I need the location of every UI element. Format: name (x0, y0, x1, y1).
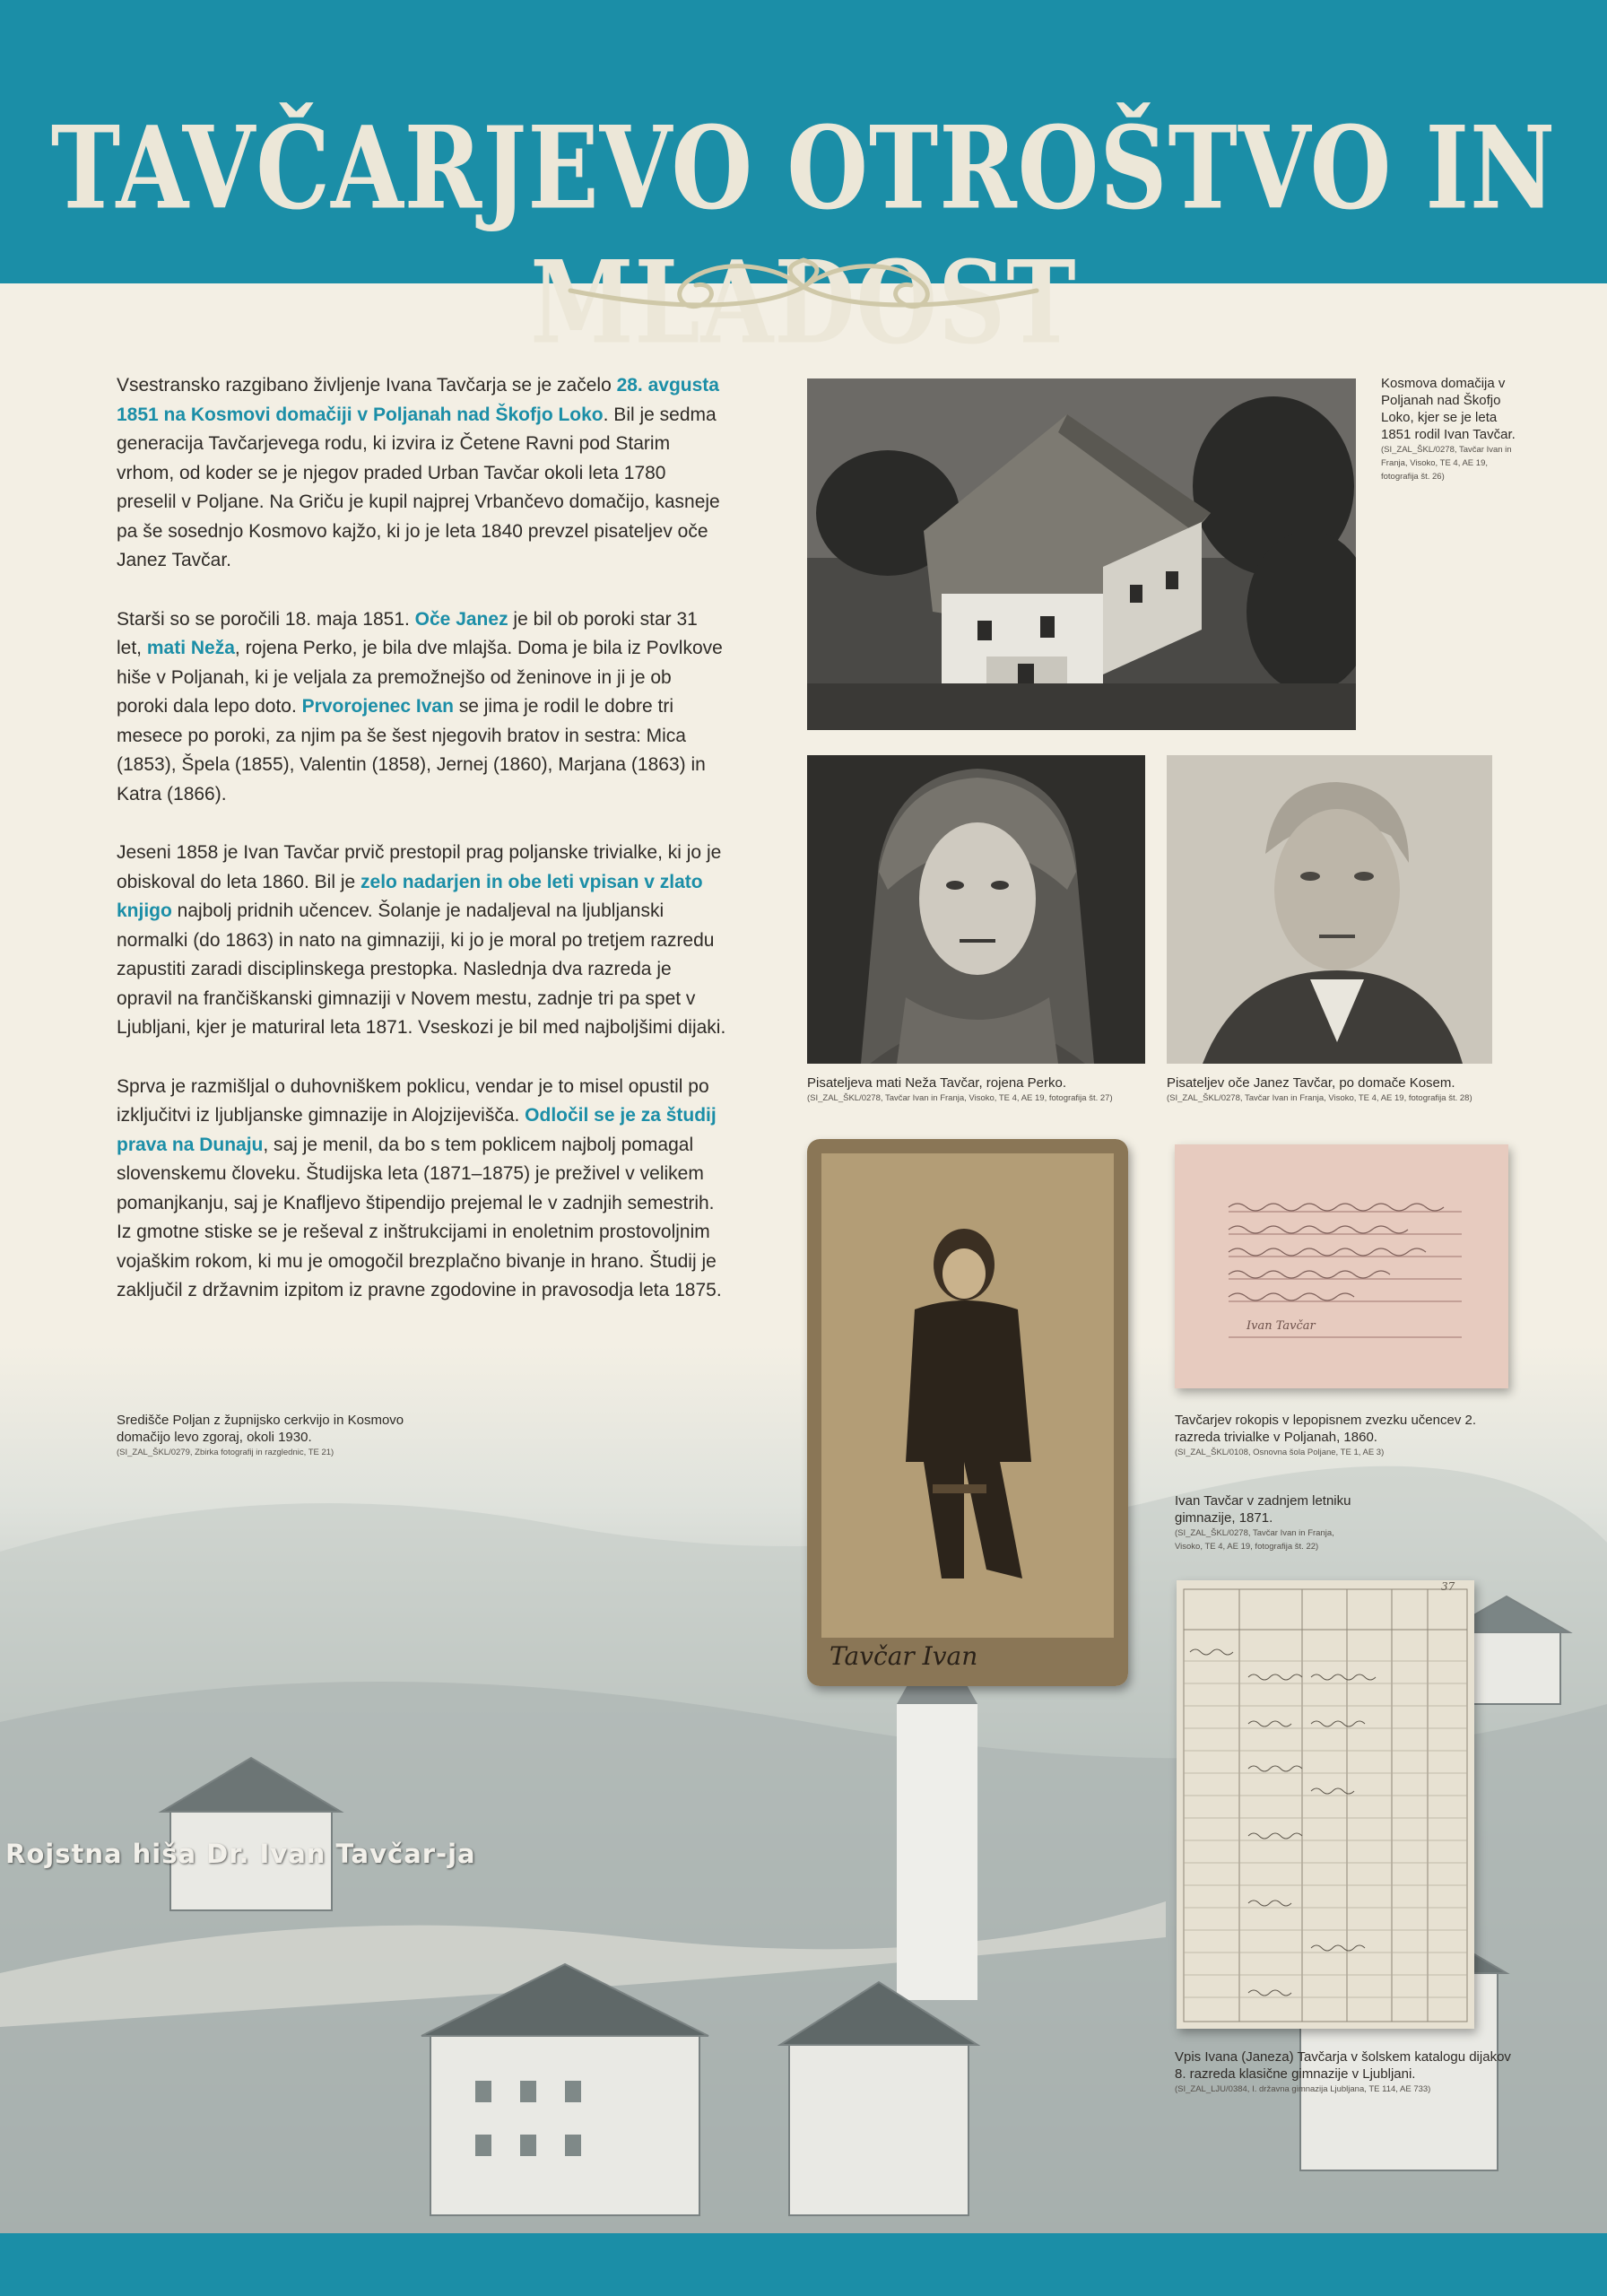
paragraph-schooling: Jeseni 1858 je Ivan Tavčar prvič prestopil prag poljanske trivialke, ki jo je obiskoval do leta 1860. Bil je zelo nadarjen in obe leti vpisan v zlato knjigo najbolj pridnih učencev. Šolanje je nadaljeval na ljubljanski normalki (do 1863) in nato na gimnaziji, ki jo je moral po tretjem razredu zapustiti zaradi disciplinskega prestopka. Naslednja dva razreda je opravil na frančiškanski gimnaziji v Novem mestu, zadnje tri pa spet v Ljubljani, kjer je maturiral leta 1871. Vseskozi je bil med najboljšimi dijaki. (117, 842, 726, 1038)
school-catalogue-photo (1177, 1580, 1474, 2029)
paragraph-birth: Vsestransko razgibano življenje Ivana Tavčarja se je začelo 28. avgusta 1851 na Kosmovi domačiji v Poljanah nad Škofjo Loko. Bil je sedma generacija Tavčarjevega rodu, ki izvira iz Četene Ravni pod Starim vrhom, od koder se je njegov praded Urban Tavčar okoli leta 1780 preselil v Poljane. Na Griču je kupil najprej Vrbančevo domačijo, kasneje pa še sosednjo Kosmovo kajžo, ki jo je leta 1840 prevzel pisateljev oče Janez Tavčar. (117, 375, 720, 570)
highlight-father: Oče Janez (414, 608, 508, 630)
highlight-firstborn: Prvorojenec Ivan (301, 696, 454, 717)
footer-band (0, 2233, 1607, 2296)
highlight-mother: mati Neža (146, 638, 235, 658)
village-photo-label: Rojstna hiša Dr. Ivan Tavčar-ja (5, 1839, 476, 1869)
paragraph-studies: Sprva je razmišljal o duhovniškem poklicu, vendar je to misel opustil po izključitvi iz ljubljanske gimnazije in Alojzijevišča. Odločil se je za študij prava na Dunaju, saj je menil, da bo s tem poklicem najbolj pomagal slovenskemu človeku. Študijska leta (1871–1875) je preživel v velikem pomanjkanju, saj je Knafljevo štipendijo prejemal le v zadnjih semestrih. Iz gmotne stiske se je reševal z inštrukcijami in enoletnim prostovoljnim vojaškim rokom, ki mu je omogočil brezplačno bivanje in hrano. Študij je zaključil z državnim izpitom iz pravne zgodovine in pravosodja leta 1875. (117, 1075, 722, 1300)
mother-portrait-photo (807, 755, 1145, 1064)
caption-village: Središče Poljan z župnijsko cerkvijo in Kosmovo domačijo levo zgoraj, okoli 1930. (SI_ZAL_ŠKL/0279, Zbirka fotografij in razglednic, TE 21) (117, 1413, 404, 1457)
highlight-vienna-law: Odločil se je za študij prava na Dunaju (117, 1105, 717, 1155)
highlight-birth-date: 28. avgusta 1851 na Kosmovi domačiji v Poljanah nad Škofjo Loko (117, 375, 719, 425)
page-title: TAVČARJEVO OTROŠTVO IN MLADOST (50, 100, 1557, 370)
student-photo-signature: Tavčar Ivan (830, 1641, 978, 1671)
ornament-flourish-icon (534, 255, 1073, 319)
manuscript-signature: Ivan Tavčar (1247, 1319, 1316, 1333)
caption-house: Kosmova domačija v Poljanah nad Škofjo Loko, kjer se je leta 1851 rodil Ivan Tavčar. (SI_ZAL_ŠKL/0278, Tavčar Ivan in Franja, Visoko, TE 4, AE 19, fotografija št. 26) (1381, 376, 1516, 482)
kosmova-house-photo (807, 378, 1356, 730)
caption-manuscript: Tavčarjev rokopis v lepopisnem zvezku učencev 2. razreda trivialke v Poljanah, 1860. (SI_ZAL_ŠKL/0108, Osnovna šola Poljane, TE 1, AE 3) (1175, 1413, 1476, 1457)
caption-mother: Pisateljeva mati Neža Tavčar, rojena Perko. (SI_ZAL_ŠKL/0278, Tavčar Ivan in Franja, Visoko, TE 4, AE 19, fotografija št. 27) (807, 1075, 1113, 1103)
highlight-golden-book: zelo nadarjen in obe leti vpisan v zlato knjigo (117, 871, 703, 921)
caption-student: Ivan Tavčar v zadnjem letniku gimnazije, 1871. (SI_ZAL_ŠKL/0278, Tavčar Ivan in Franja, Visoko, TE 4, AE 19, fotografija št. 22) (1175, 1493, 1351, 1552)
father-portrait-photo (1167, 755, 1492, 1064)
body-text (117, 371, 726, 1335)
paragraph-parents: Starši so se poročili 18. maja 1851. Oče Janez je bil ob poroki star 31 let, mati Neža, rojena Perko, je bila dve mlajša. Doma je bila iz Povlkove hiše v Poljanah, ki je veljala za premožnejšo od ženinove in ji je ob poroki dala lepo doto. Prvorojenec Ivan se jima je rodil le dobre tri mesece po poroki, za njim pa še šest njegovih bratov in sestra: Mica (1853), Špela (1855), Valentin (1858), Jernej (1860), Marjana (1863) in Katra (1866). (117, 608, 723, 804)
manuscript-photo (1175, 1144, 1508, 1388)
caption-catalogue: Vpis Ivana (Janeza) Tavčarja v šolskem katalogu dijakov 8. razreda klasične gimnazije v Ljubljani. (SI_ZAL_LJU/0384, I. državna gimnazija Ljubljana, TE 114, AE 733) (1175, 2049, 1511, 2094)
caption-father: Pisateljev oče Janez Tavčar, po domače Kosem. (SI_ZAL_ŠKL/0278, Tavčar Ivan in Franja, Visoko, TE 4, AE 19, fotografija št. 28) (1167, 1075, 1472, 1103)
catalogue-page-number: 37 (1441, 1580, 1455, 1593)
student-photo (807, 1139, 1128, 1686)
